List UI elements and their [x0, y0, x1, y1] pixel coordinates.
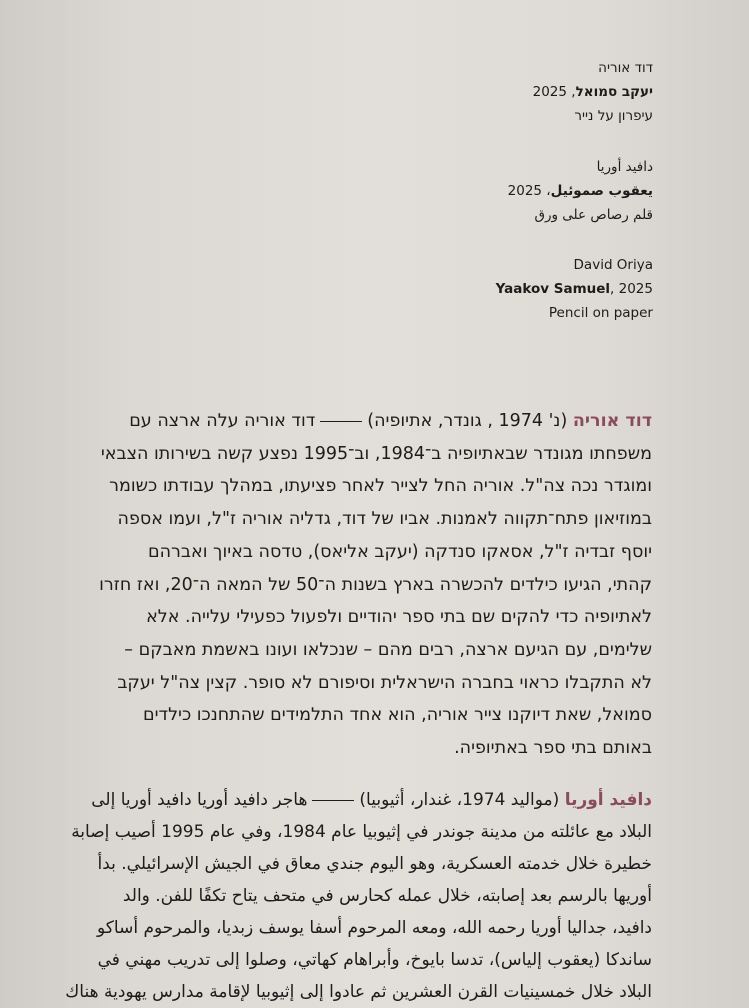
caption-arabic-artist: دافيد أوريا: [596, 159, 653, 175]
bio-hebrew-line: שלימים, עם הגיעם ארצה, רבים מהם – שנכלאו ועונו באשמת מאבקם –: [124, 639, 652, 660]
bio-arabic-details: (مواليد 1974، غندار، أثيوبيا): [359, 790, 560, 810]
bio-hebrew-line: במוזיאון פתח־תקווה לאמנות. אביו של דוד, גדליה אוריה ז"ל, ועמו אספה: [117, 509, 652, 530]
bio-hebrew-line: ומוגדר נכה צה"ל. אוריה החל לצייר לאחר פציעתו, במהלך עבודתו כשומר: [109, 476, 652, 497]
caption-arabic-medium: قلم رصاص على ورق: [534, 207, 653, 223]
caption-hebrew-artist: דוד אוריה: [598, 60, 653, 76]
caption-english-artist: David Oriya: [573, 257, 653, 273]
bio-hebrew-line: יוסף זבדיה ז"ל, אסאקו סנדקה (יעקב אליאס), טדסה באיוך ואברהם: [147, 541, 652, 562]
caption-hebrew-title-line: [533, 80, 653, 104]
caption-hebrew: [533, 56, 653, 128]
caption-hebrew-year: , 2025: [532, 84, 576, 100]
bio-arabic-line-1: [38, 784, 652, 816]
caption-arabic-year: ، 2025: [507, 183, 551, 199]
caption-hebrew-medium: עיפרון על נייר: [574, 108, 653, 124]
caption-arabic-title: يعقوب صموئيل: [550, 183, 653, 199]
bio-arabic-line: البلاد مع عائلته من مدينة جوندر في إثيوبيا عام 1984، وفي عام 1995 أصيب إصابة: [71, 822, 652, 842]
bio-hebrew-line: לא התקבלו כראוי בחברה הישראלית וסיפורם לא סופר. קצין צה"ל יעקב: [117, 672, 652, 693]
bio-arabic-line: دافيد، جداليا أوريا رحمه الله، ومعه المرحوم أسفا يوسف زبديا، والمرحوم أساكو: [97, 918, 652, 938]
bio-arabic-line: خطيرة خلال خدمته العسكرية، وهو اليوم جندي معاق في الجيش الإسرائيلي. بدأ: [97, 854, 652, 874]
caption-english-medium: Pencil on paper: [548, 305, 653, 321]
bio-arabic-name: دافيد أوريا: [564, 790, 652, 810]
caption-arabic-title-line: [508, 179, 653, 203]
bio-hebrew-line: סמואל, שאת דיוקנו צייר אוריה, הוא אחד התלמידים שהתחנכו כילדים: [143, 705, 652, 726]
bio-arabic-line: أوريها بالرسم بعد إصابته، خلال عمله كحارس في متحف يتاح تكفًا للفن. والد: [122, 886, 652, 906]
caption-arabic: [508, 155, 653, 227]
caption-english-title-line: [496, 277, 653, 301]
bio-arabic-line: البلاد خلال خمسينيات القرن العشرين ثم عادوا إلى إثيوبيا لإقامة مدارس يهودية هناك: [65, 982, 652, 1002]
bio-hebrew: [38, 405, 652, 765]
caption-hebrew-title: יעקב סמואל: [575, 84, 653, 100]
bio-hebrew-line: קהתי, הגיעו כילדים להכשרה בארץ בשנות ה־50 של המאה ה־20, ואז חזרו: [99, 574, 652, 595]
caption-english: [496, 253, 653, 325]
em-dash-rule: [312, 800, 354, 801]
bio-hebrew-line: משפחתו מגונדר שבאתיופיה ב־1984, וב־1995 נפצע קשה בשירותו הצבאי: [100, 443, 652, 464]
bio-hebrew-line: באותם בתי ספר באתיופיה.: [454, 738, 652, 759]
bio-hebrew-text: דוד אוריה עלה ארצה עם: [129, 411, 316, 431]
em-dash-rule: [320, 421, 362, 422]
bio-hebrew-name: דוד אוריה: [572, 411, 652, 431]
bio-hebrew-details: (נ' 1974 , גונדר, אתיופיה): [367, 411, 568, 431]
bio-arabic-text: هاجر دافيد أوريا دافيد أوريا إلى: [91, 790, 308, 810]
caption-english-year: , 2025: [610, 281, 653, 297]
bio-hebrew-line-1: [38, 405, 652, 438]
caption-english-title: Yaakov Samuel: [495, 281, 611, 297]
bio-arabic: [38, 784, 652, 1008]
bio-arabic-line: ساندكا (يعقوب إلياس)، تدسا بايوخ، وأبراهام كهاتي، وصلوا إلى تدريب مهني في: [97, 950, 652, 970]
bio-hebrew-line: לאתיופיה כדי להקים שם בתי ספר יהודיים ולפעול כפעילי עלייה. אלא: [146, 607, 652, 628]
